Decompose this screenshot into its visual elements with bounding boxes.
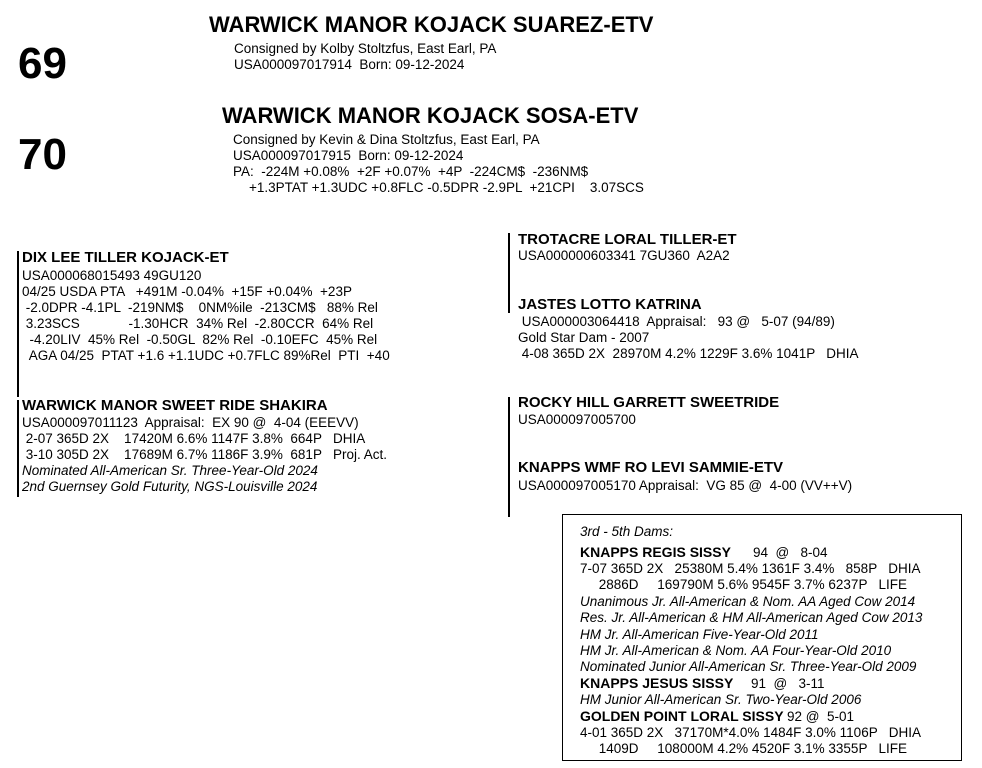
- dam-bracket: [17, 400, 19, 497]
- sire-line: USA000068015493 49GU120: [22, 268, 202, 283]
- third-dam-note: Nominated Junior All-American Sr. Three-Year-Old 2009: [580, 659, 917, 674]
- lot-70-title: WARWICK MANOR KOJACK SOSA-ETV: [222, 103, 639, 128]
- sire-sire-line: USA000000603341 7GU360 A2A2: [518, 248, 730, 263]
- dam-line: USA000097011123 Appraisal: EX 90 @ 4-04 (EEEVV): [22, 415, 359, 430]
- third-dam-name: KNAPPS REGIS SISSY: [580, 544, 731, 560]
- fourth-dam-note: HM Junior All-American Sr. Two-Year-Old 2006: [580, 692, 862, 707]
- sire-line: 3.23SCS -1.30HCR 34% Rel -2.80CCR 64% Rel: [22, 316, 374, 331]
- lot-70-consigned: Consigned by Kevin & Dina Stoltzfus, East Earl, PA: [233, 132, 540, 147]
- fifth-dam-line: 1409D 108000M 4.2% 4520F 3.1% 3355P LIFE: [580, 741, 907, 756]
- fourth-dam-name: KNAPPS JESUS SISSY: [580, 675, 734, 691]
- fifth-dam-name: GOLDEN POINT LORAL SISSY: [580, 708, 784, 724]
- dam-note: Nominated All-American Sr. Three-Year-Old 2024: [22, 463, 318, 478]
- third-dam-line: 2886D 169790M 5.6% 9545F 3.7% 6237P LIFE: [580, 577, 907, 592]
- dam-dam-line: USA000097005170 Appraisal: VG 85 @ 4-00 (VV++V): [518, 478, 853, 493]
- sire-bracket: [17, 251, 19, 397]
- third-dam-note: Res. Jr. All-American & HM All-American Aged Cow 2013: [580, 610, 923, 625]
- third-dam-line: 7-07 365D 2X 25380M 5.4% 1361F 3.4% 858P DHIA: [580, 561, 921, 576]
- dam-dam-name: KNAPPS WMF RO LEVI SAMMIE-ETV: [518, 459, 784, 476]
- sire-name: DIX LEE TILLER KOJACK-ET: [22, 249, 229, 266]
- sire-line: AGA 04/25 PTAT +1.6 +1.1UDC +0.7FLC 89%Rel PTI +40: [22, 348, 390, 363]
- third-dam-note: HM Jr. All-American & Nom. AA Four-Year-Old 2010: [580, 643, 892, 658]
- sire-dam-name: JASTES LOTTO KATRINA: [518, 296, 702, 313]
- lot-69-consigned: Consigned by Kolby Stoltzfus, East Earl, PA: [234, 41, 497, 56]
- sire-line: 04/25 USDA PTA +491M -0.04% +15F +0.04% +23P: [22, 284, 352, 299]
- lot-70-pa-line-1: PA: -224M +0.08% +2F +0.07% +4P -224CM$ -236NM$: [233, 164, 589, 179]
- dam-line-bracket: [508, 397, 510, 517]
- extended-dams-header: 3rd - 5th Dams:: [580, 524, 674, 539]
- fifth-dam-score: 92 @ 5-01: [772, 709, 854, 724]
- lot-70-reg: USA000097017915 Born: 09-12-2024: [233, 148, 464, 163]
- dam-line: 3-10 305D 2X 17689M 6.7% 1186F 3.9% 681P Proj. Act.: [22, 447, 387, 462]
- lot-69-title: WARWICK MANOR KOJACK SUAREZ-ETV: [209, 12, 654, 37]
- third-dam-note: Unanimous Jr. All-American & Nom. AA Aged Cow 2014: [580, 594, 916, 609]
- fourth-dam-score: 91 @ 3-11: [736, 676, 825, 691]
- lot-number-70: 70: [18, 130, 67, 179]
- third-dam-score: 94 @ 8-04: [738, 545, 828, 560]
- fifth-dam-line: 4-01 365D 2X 37170M*4.0% 1484F 3.0% 1106P DHIA: [580, 725, 921, 740]
- dam-note: 2nd Guernsey Gold Futurity, NGS-Louisville 2024: [22, 479, 318, 494]
- sire-sire-name: TROTACRE LORAL TILLER-ET: [518, 231, 737, 248]
- lot-69-reg: USA000097017914 Born: 09-12-2024: [234, 57, 465, 72]
- sire-line: -2.0DPR -4.1PL -219NM$ 0NM%ile -213CM$ 88% Rel: [22, 300, 378, 315]
- sire-line: -4.20LIV 45% Rel -0.50GL 82% Rel -0.10EFC 45% Rel: [22, 332, 378, 347]
- sire-dam-line: Gold Star Dam - 2007: [518, 330, 650, 345]
- lot-number-69: 69: [18, 39, 67, 88]
- sire-line-bracket: [508, 233, 510, 313]
- dam-name: WARWICK MANOR SWEET RIDE SHAKIRA: [22, 397, 328, 414]
- sire-dam-line: USA000003064418 Appraisal: 93 @ 5-07 (94/89): [518, 314, 835, 329]
- dam-line: 2-07 365D 2X 17420M 6.6% 1147F 3.8% 664P DHIA: [22, 431, 366, 446]
- sire-dam-line: 4-08 365D 2X 28970M 4.2% 1229F 3.6% 1041P DHIA: [518, 346, 859, 361]
- third-dam-note: HM Jr. All-American Five-Year-Old 2011: [580, 627, 819, 642]
- dam-sire-name: ROCKY HILL GARRETT SWEETRIDE: [518, 394, 780, 411]
- dam-sire-line: USA000097005700: [518, 412, 636, 427]
- lot-70-pa-line-2: +1.3PTAT +1.3UDC +0.8FLC -0.5DPR -2.9PL +21CPI 3.07SCS: [249, 180, 644, 195]
